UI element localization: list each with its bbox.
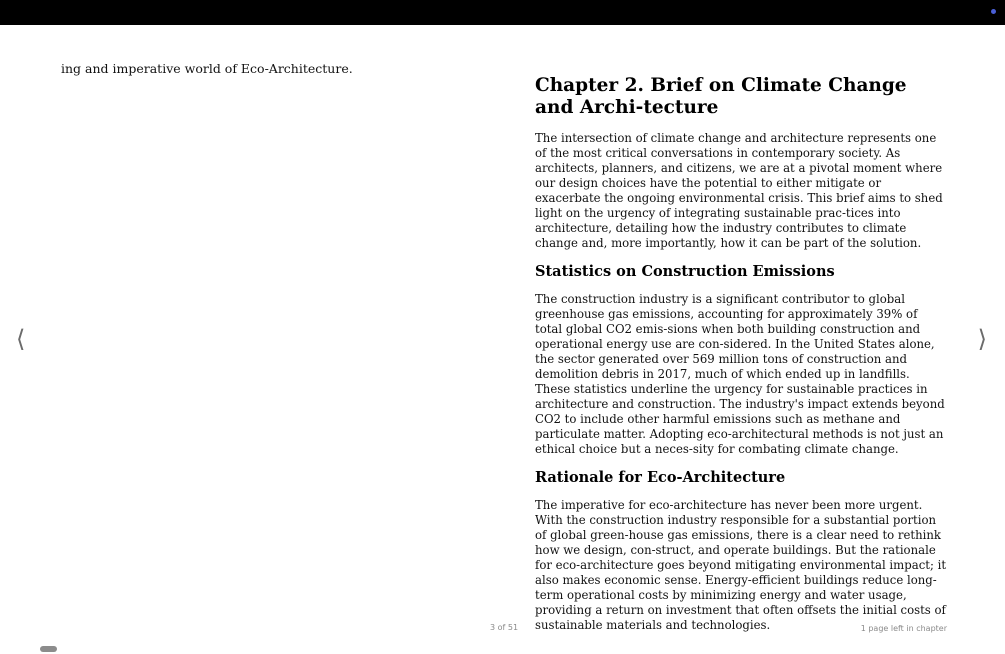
section-heading-statistics: Statistics on Construction Emissions — [535, 263, 835, 280]
section-body-statistics: The construction industry is a significant contributor to global greenhouse gas emissions, accounting for approximately 39% of total global CO2 emis-sions when both building construction and operational energy use are con-sidered. In the United States alone, the sector generated over 569 million tons of construction and demolition debris in 2017, much of which ended up in landfills. These statistics underline the urgency for sustainable practices in architecture and construction. The industry's impact extends beyond CO2 to include other harmful emissions such as methane and particulate matter. Adopting eco-architectural methods is not just an ethical choice but a neces-sity for combating climate change. — [535, 292, 945, 456]
page-count: 3 of 51 — [490, 623, 519, 632]
section-heading-rationale: Rationale for Eco-Architecture — [535, 469, 786, 486]
status-dot-icon — [991, 9, 996, 14]
chapter-title: Chapter 2. Brief on Climate Change and Archi-tecture — [535, 75, 907, 118]
left-page-text: ing and imperative world of Eco-Architecture. — [61, 61, 353, 76]
chapter-remaining: 1 page left in chapter — [860, 624, 947, 633]
scrubber-handle[interactable] — [40, 646, 57, 652]
right-page — [535, 75, 947, 645]
section-body-rationale: The imperative for eco-architecture has never been more urgent. With the construction industry responsible for a substantial portion of global green-house gas emissions, there is a clear need to rethink how we design, con-struct, and operate buildings. But the rationale for eco-architecture goes beyond mitigating environmental impact; it also makes economic sense. Energy-efficient buildings reduce long-term operational costs by minimizing energy and water usage, providing a return on investment that often offsets the initial costs of sustainable materials and technologies. — [535, 498, 947, 632]
intro-paragraph: The intersection of climate change and architecture represents one of the most critical conversations in contemporary society. As architects, planners, and citizens, we are at a pivotal moment where our design choices have the potential to either mitigate or exacerbate the ongoing environmental crisis. This brief aims to shed light on the urgency of integrating sustainable prac-tices into architecture, detailing how the industry contributes to climate change and, more importantly, how it can be part of the solution. — [535, 131, 943, 250]
top-bar — [0, 0, 1005, 25]
next-page-icon[interactable]: ⟩ — [977, 325, 987, 353]
previous-page-icon[interactable]: ⟨ — [16, 325, 26, 353]
